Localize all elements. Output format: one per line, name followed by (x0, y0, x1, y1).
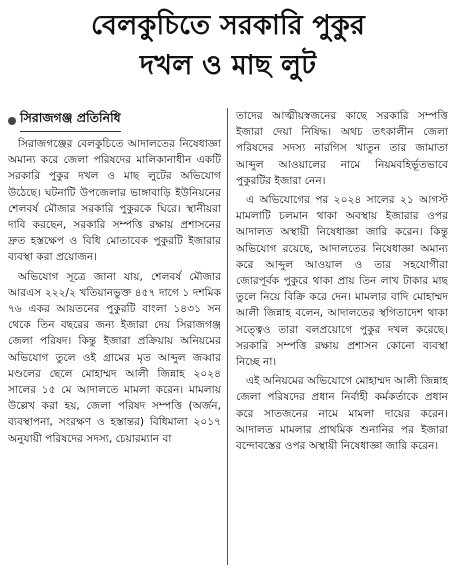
left-column (8, 108, 228, 565)
paragraph: এই অনিয়মের অভিযোগে মোহাম্মদ আলী জিন্নাহ জেলা পরিষদের প্রধান নির্বাহী কর্মকর্তাকে প্রধান করে সাতজনের নামে মামলা দায়ের করেন। আদালত মামলার প্রাথমিক শুনানির পর ইজারা বন্দোবস্তের ওপর অস্থায়ী নিষেধাজ্ঞা জারি করেন। (236, 375, 448, 453)
paragraph: এ অভিযোগের পর ২০২৪ সালের ২১ আগস্ট মামলাটি চলমান থাকা অবস্থায় ইজারার ওপর আদালত অস্থায়ী নিষেধাজ্ঞা জারি করেন। কিন্তু অভিযোগ রয়েছে, আদালতের নিষেধাজ্ঞা অমান্য করে আব্দুল আওয়াল ও তার সহযোগীরা জোরপূর্বক পুকুরে থাকা প্রায় তিন লাখ টাকার মাছ তুলে নিয়ে বিক্রি করে দেন। মামলার বাদি মোহাম্মদ আলী জিন্নাহ বলেন, আদালতের স্থগিতাদেশ থাকা সত্ত্বেও তারা বলপ্রয়োগে পুকুর দখল করেছে। সরকারি সম্পত্তি রক্ষায় প্রশাসন কোনো ব্যবস্থা নিচ্ছে না। (236, 194, 448, 369)
paragraph: সিরাজগঞ্জের বেলকুচিতে আদালতের নিষেধাজ্ঞা অমান্য করে জেলা পরিষদের মালিকানাধীন একটি সরকারি পুকুর দখল ও মাছ লুটের অভিযোগ উঠেছে। ঘটনাটি উপজেলার ভাঙ্গাবাড়ি ইউনিয়নের শেলবর্ষ মৌজার সরকারি পুকুরকে ঘিরে। স্থানীয়রা দাবি করছেন, সরকারি সম্পত্তি রক্ষায় প্রশাসনের দ্রুত হস্তক্ষেপ ও বিধি মোতাবেক পুকুরটি ইজারার ব্যবস্থা করা প্রয়োজন। (8, 138, 221, 264)
headline-line-2: দখল ও মাছ লুট (139, 50, 317, 81)
right-column (228, 108, 448, 565)
article-body (8, 108, 448, 565)
bullet-icon (8, 117, 16, 125)
byline (8, 110, 221, 132)
paragraph: অভিযোগ সূত্রে জানা যায়, শেলবর্ষ মৌজার আরএস ২২২/২ খতিয়ানভুক্ত ৪৫৭ দাগে ১ দশমিক ৭৬ একর আয়তনের পুকুরটি বাংলা ১৪৩১ সন থেকে তিন বছরের জন্য ইজারা দেয় সিরাজগঞ্জ জেলা পরিষদ। কিন্তু ইজারা প্রক্রিয়ায় অনিয়মের অভিযোগ তুলে ওই গ্রামের মৃত আব্দুল জব্বার মণ্ডলের ছেলে মোহাম্মদ আলী জিন্নাহ ২০২৪ সালের ১৫ মে আদালতে মামলা করেন। মামলায় উল্লেখ করা হয়, জেলা পরিষদ সম্পত্তি (অর্জন, ব্যবস্থাপনা, সংরক্ষণ ও হস্তান্তর) বিধিমালা ২০১৭ অনুযায়ী পরিষদের সদস্য, চেয়ারম্যান বা (8, 270, 221, 445)
headline-line-1: বেলকুচিতে সরকারি পুকুর (90, 10, 366, 41)
paragraph: তাদের আত্মীয়স্বজনের কাছে সরকারি সম্পত্তি ইজারা দেয়া নিষিদ্ধ। অথচ তৎকালীন জেলা পরিষদের সদস্য নারগিস খাতুন তার জামাতা আব্দুল আওয়ালের নামে নিয়মবহির্ভূতভাবে পুকুরটির ইজারা নেন। (236, 110, 448, 187)
byline-text: সিরাজগঞ্জ প্রতিনিধি (20, 110, 121, 132)
